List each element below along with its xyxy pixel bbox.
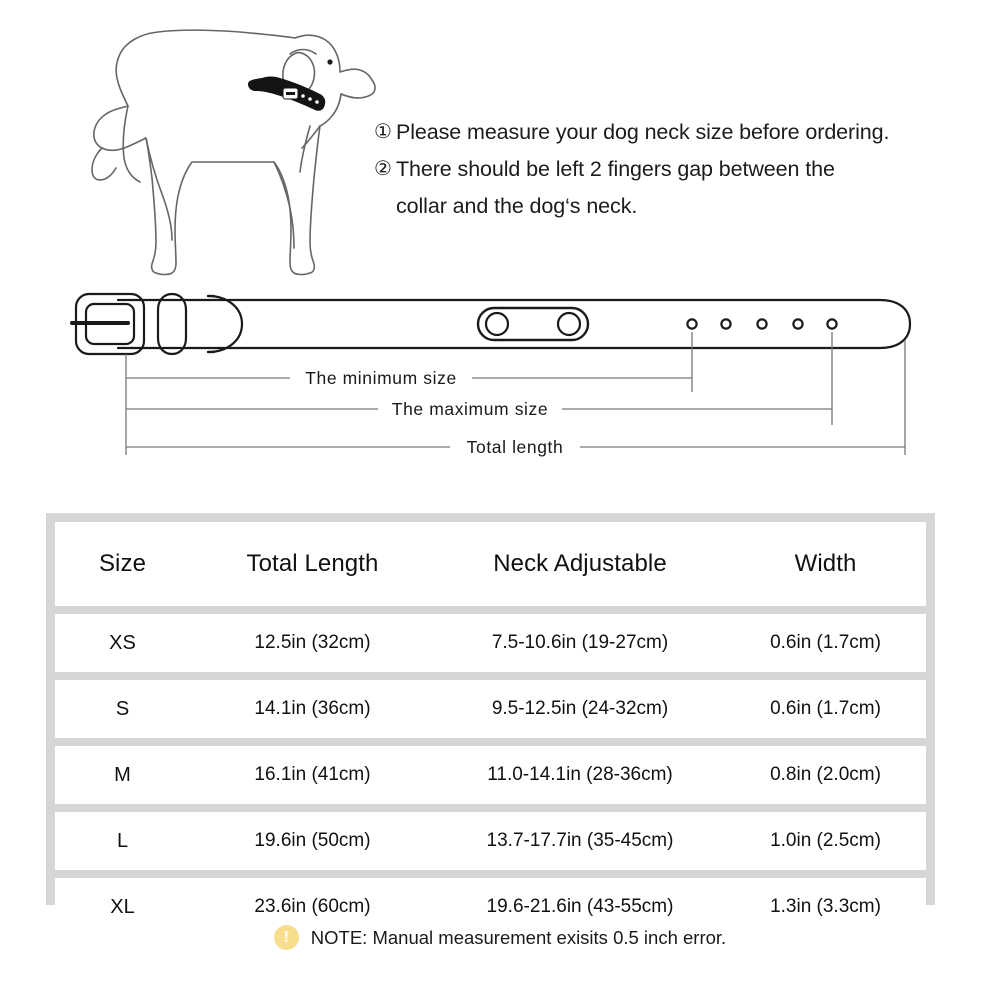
cell-width: 1.3in (3.3cm) <box>770 896 881 917</box>
dog-illustration <box>62 18 392 280</box>
dimension-label-minimum: The minimum size <box>305 368 457 388</box>
cell-total-length: 16.1in (41cm) <box>254 764 371 785</box>
cell-width: 0.8in (2.0cm) <box>770 764 881 785</box>
note-text: NOTE: Manual measurement exisits 0.5 inch error. <box>310 926 727 948</box>
table-header-row <box>55 522 926 606</box>
cell-total-length: 12.5in (32cm) <box>254 632 371 653</box>
cell-total-length: 23.6in (60cm) <box>254 896 371 917</box>
instruction-marker: ② <box>374 158 392 180</box>
cell-size: S <box>115 697 130 720</box>
column-header-total-length: Total Length <box>246 550 379 577</box>
collar-holes <box>687 319 836 328</box>
cell-size: L <box>116 829 129 852</box>
collar-diagram <box>0 270 1000 470</box>
instruction-text: Please measure your dog neck size before ordering. <box>396 120 890 144</box>
cell-neck-adjustable: 19.6-21.6in (43-55cm) <box>486 896 674 917</box>
cell-size: XL <box>110 895 135 918</box>
cell-total-length: 14.1in (36cm) <box>254 698 371 719</box>
table-header <box>55 522 926 606</box>
cell-size: XS <box>109 631 136 654</box>
table-row <box>55 812 926 870</box>
table-row <box>55 614 926 672</box>
dog-eye <box>327 59 332 64</box>
table-row <box>55 746 926 804</box>
cell-width: 0.6in (1.7cm) <box>770 632 881 653</box>
table-row <box>55 680 926 738</box>
cell-width: 1.0in (2.5cm) <box>770 830 881 851</box>
dimension-label-total: Total length <box>466 437 564 457</box>
cell-neck-adjustable: 11.0-14.1in (28-36cm) <box>487 764 673 785</box>
cell-neck-adjustable: 13.7-17.7in (35-45cm) <box>486 830 674 851</box>
column-header-size: Size <box>98 550 147 577</box>
instruction-marker: ① <box>374 121 392 143</box>
instruction-item-1 <box>374 114 974 151</box>
instruction-item-2 <box>374 151 974 188</box>
instruction-text-continued: collar and the dog‘s neck. <box>396 194 638 218</box>
instruction-text: There should be left 2 fingers gap between the <box>396 157 835 181</box>
size-table <box>46 513 935 918</box>
cell-neck-adjustable: 7.5-10.6in (19-27cm) <box>491 632 669 653</box>
column-header-neck-adjustable: Neck Adjustable <box>493 550 667 577</box>
instruction-item-2-continuation <box>374 188 974 225</box>
cell-size: M <box>114 763 131 786</box>
note-bar <box>0 925 1000 950</box>
table-body <box>55 614 926 936</box>
cell-neck-adjustable: 9.5-12.5in (24-32cm) <box>491 698 669 719</box>
dimension-label-maximum: The maximum size <box>391 399 549 419</box>
column-header-width: Width <box>794 550 857 577</box>
cell-total-length: 19.6in (50cm) <box>254 830 371 851</box>
cell-width: 0.6in (1.7cm) <box>770 698 881 719</box>
instructions-block <box>374 114 974 225</box>
exclamation-icon: ! <box>274 925 299 950</box>
